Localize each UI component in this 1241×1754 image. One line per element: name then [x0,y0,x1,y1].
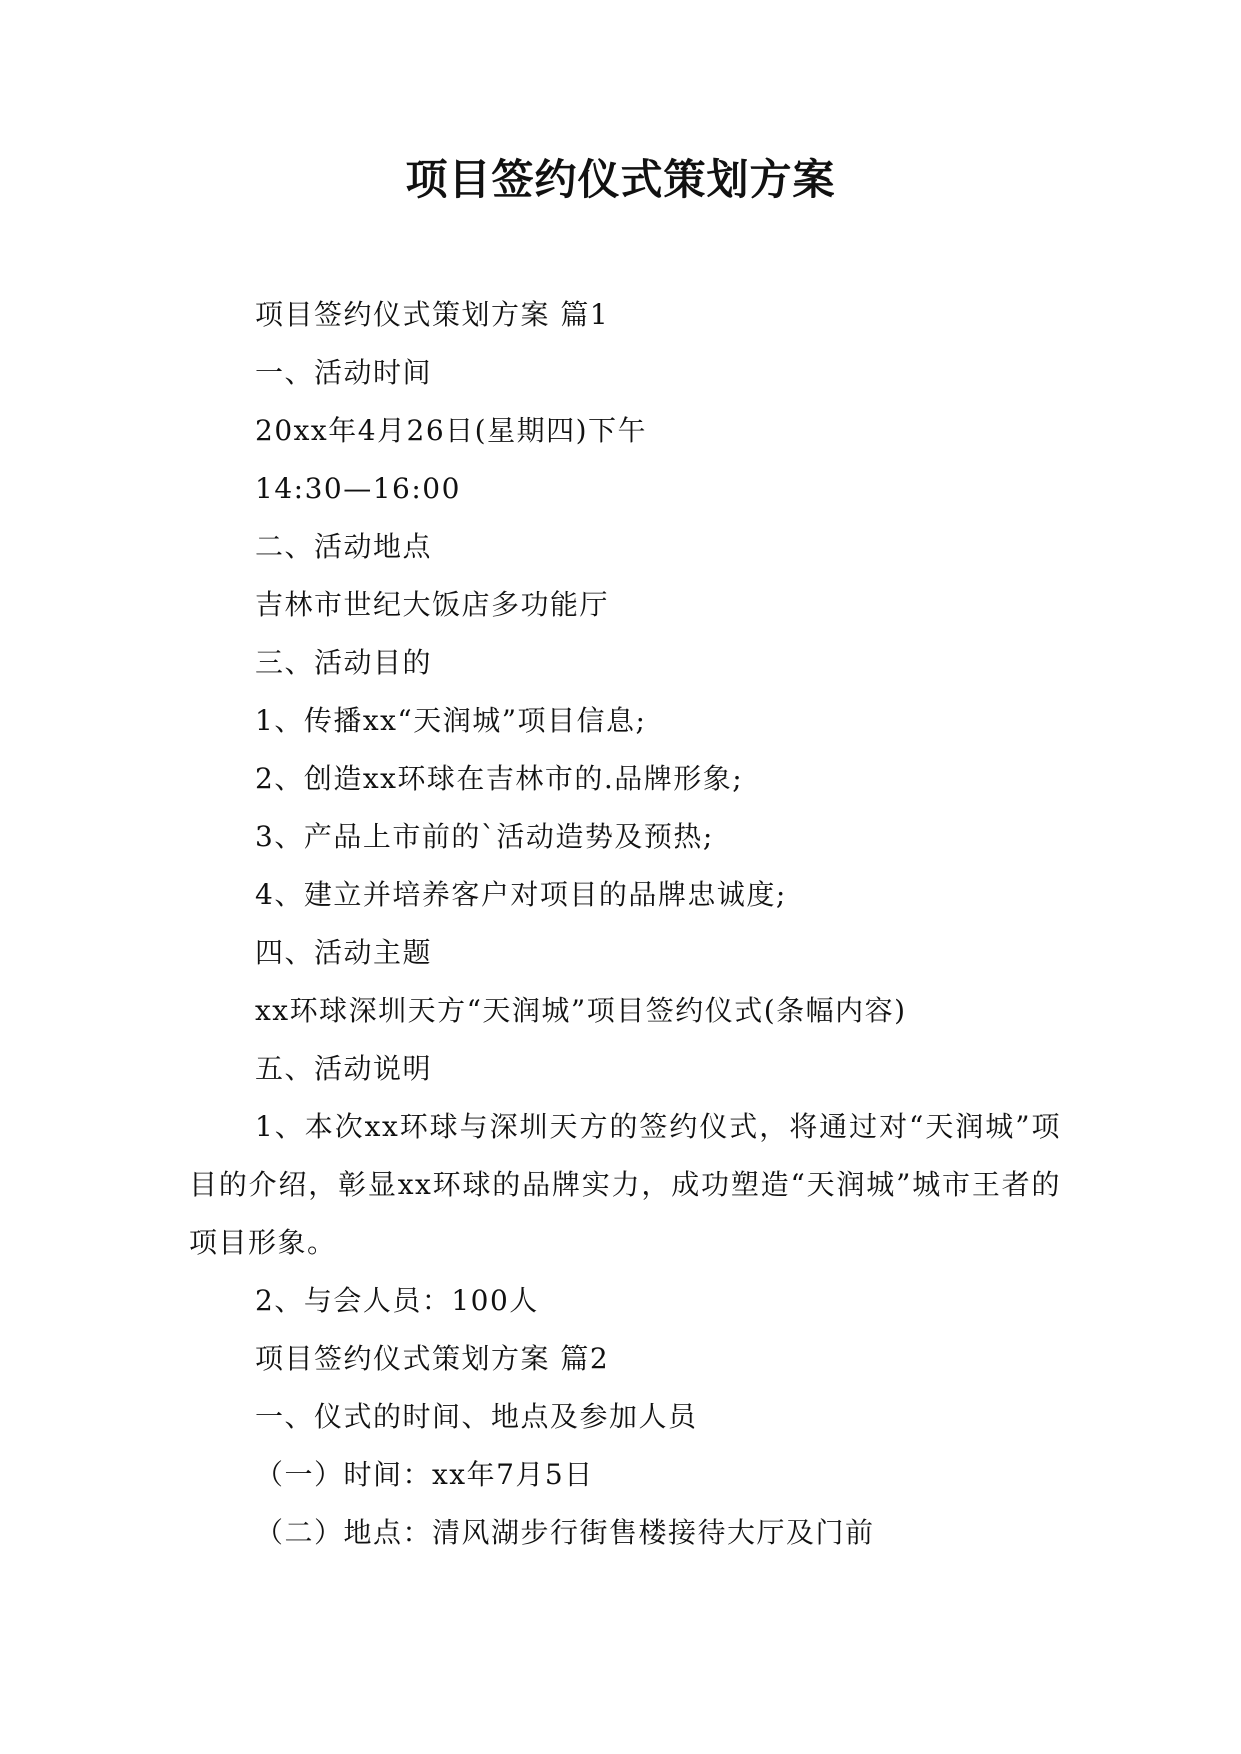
ceremony-location: （二）地点：清风湖步行街售楼接待大厅及门前 [255,1516,875,1549]
document-body [189,286,1061,1562]
section-heading-part-2: 项目签约仪式策划方案 篇2 [255,1342,610,1375]
description-item-2: 2、与会人员：100人 [255,1284,539,1317]
document-title: 项目签约仪式策划方案 [405,155,836,204]
heading-activity-description: 五、活动说明 [255,1052,433,1085]
activity-theme: xx环球深圳天方“天润城”项目签约仪式(条幅内容) [255,994,907,1027]
description-item-1: 1、本次xx环球与深圳天方的签约仪式，将通过对“天润城”项目的介绍，彰显xx环球的品牌实力，成功塑造“天润城”城市王者的项目形象。 [189,1110,1061,1259]
activity-time-range: 14:30—16:00 [255,472,461,505]
heading-activity-time: 一、活动时间 [255,356,433,389]
ceremony-time: （一）时间：xx年7月5日 [255,1458,594,1491]
purpose-item-3: 3、产品上市前的`活动造势及预热; [255,820,714,853]
activity-date: 20xx年4月26日(星期四)下午 [255,414,648,447]
activity-location: 吉林市世纪大饭店多功能厅 [255,588,610,621]
purpose-item-4: 4、建立并培养客户对项目的品牌忠诚度; [255,878,787,911]
section-heading-part-1: 项目签约仪式策划方案 篇1 [255,298,610,331]
purpose-item-1: 1、传播xx“天润城”项目信息; [255,704,647,737]
heading-activity-purpose: 三、活动目的 [255,646,433,679]
heading-activity-theme: 四、活动主题 [255,936,433,969]
heading-ceremony-details: 一、仪式的时间、地点及参加人员 [255,1400,698,1433]
purpose-item-2: 2、创造xx环球在吉林市的.品牌形象; [255,762,744,795]
heading-activity-location: 二、活动地点 [255,530,433,563]
